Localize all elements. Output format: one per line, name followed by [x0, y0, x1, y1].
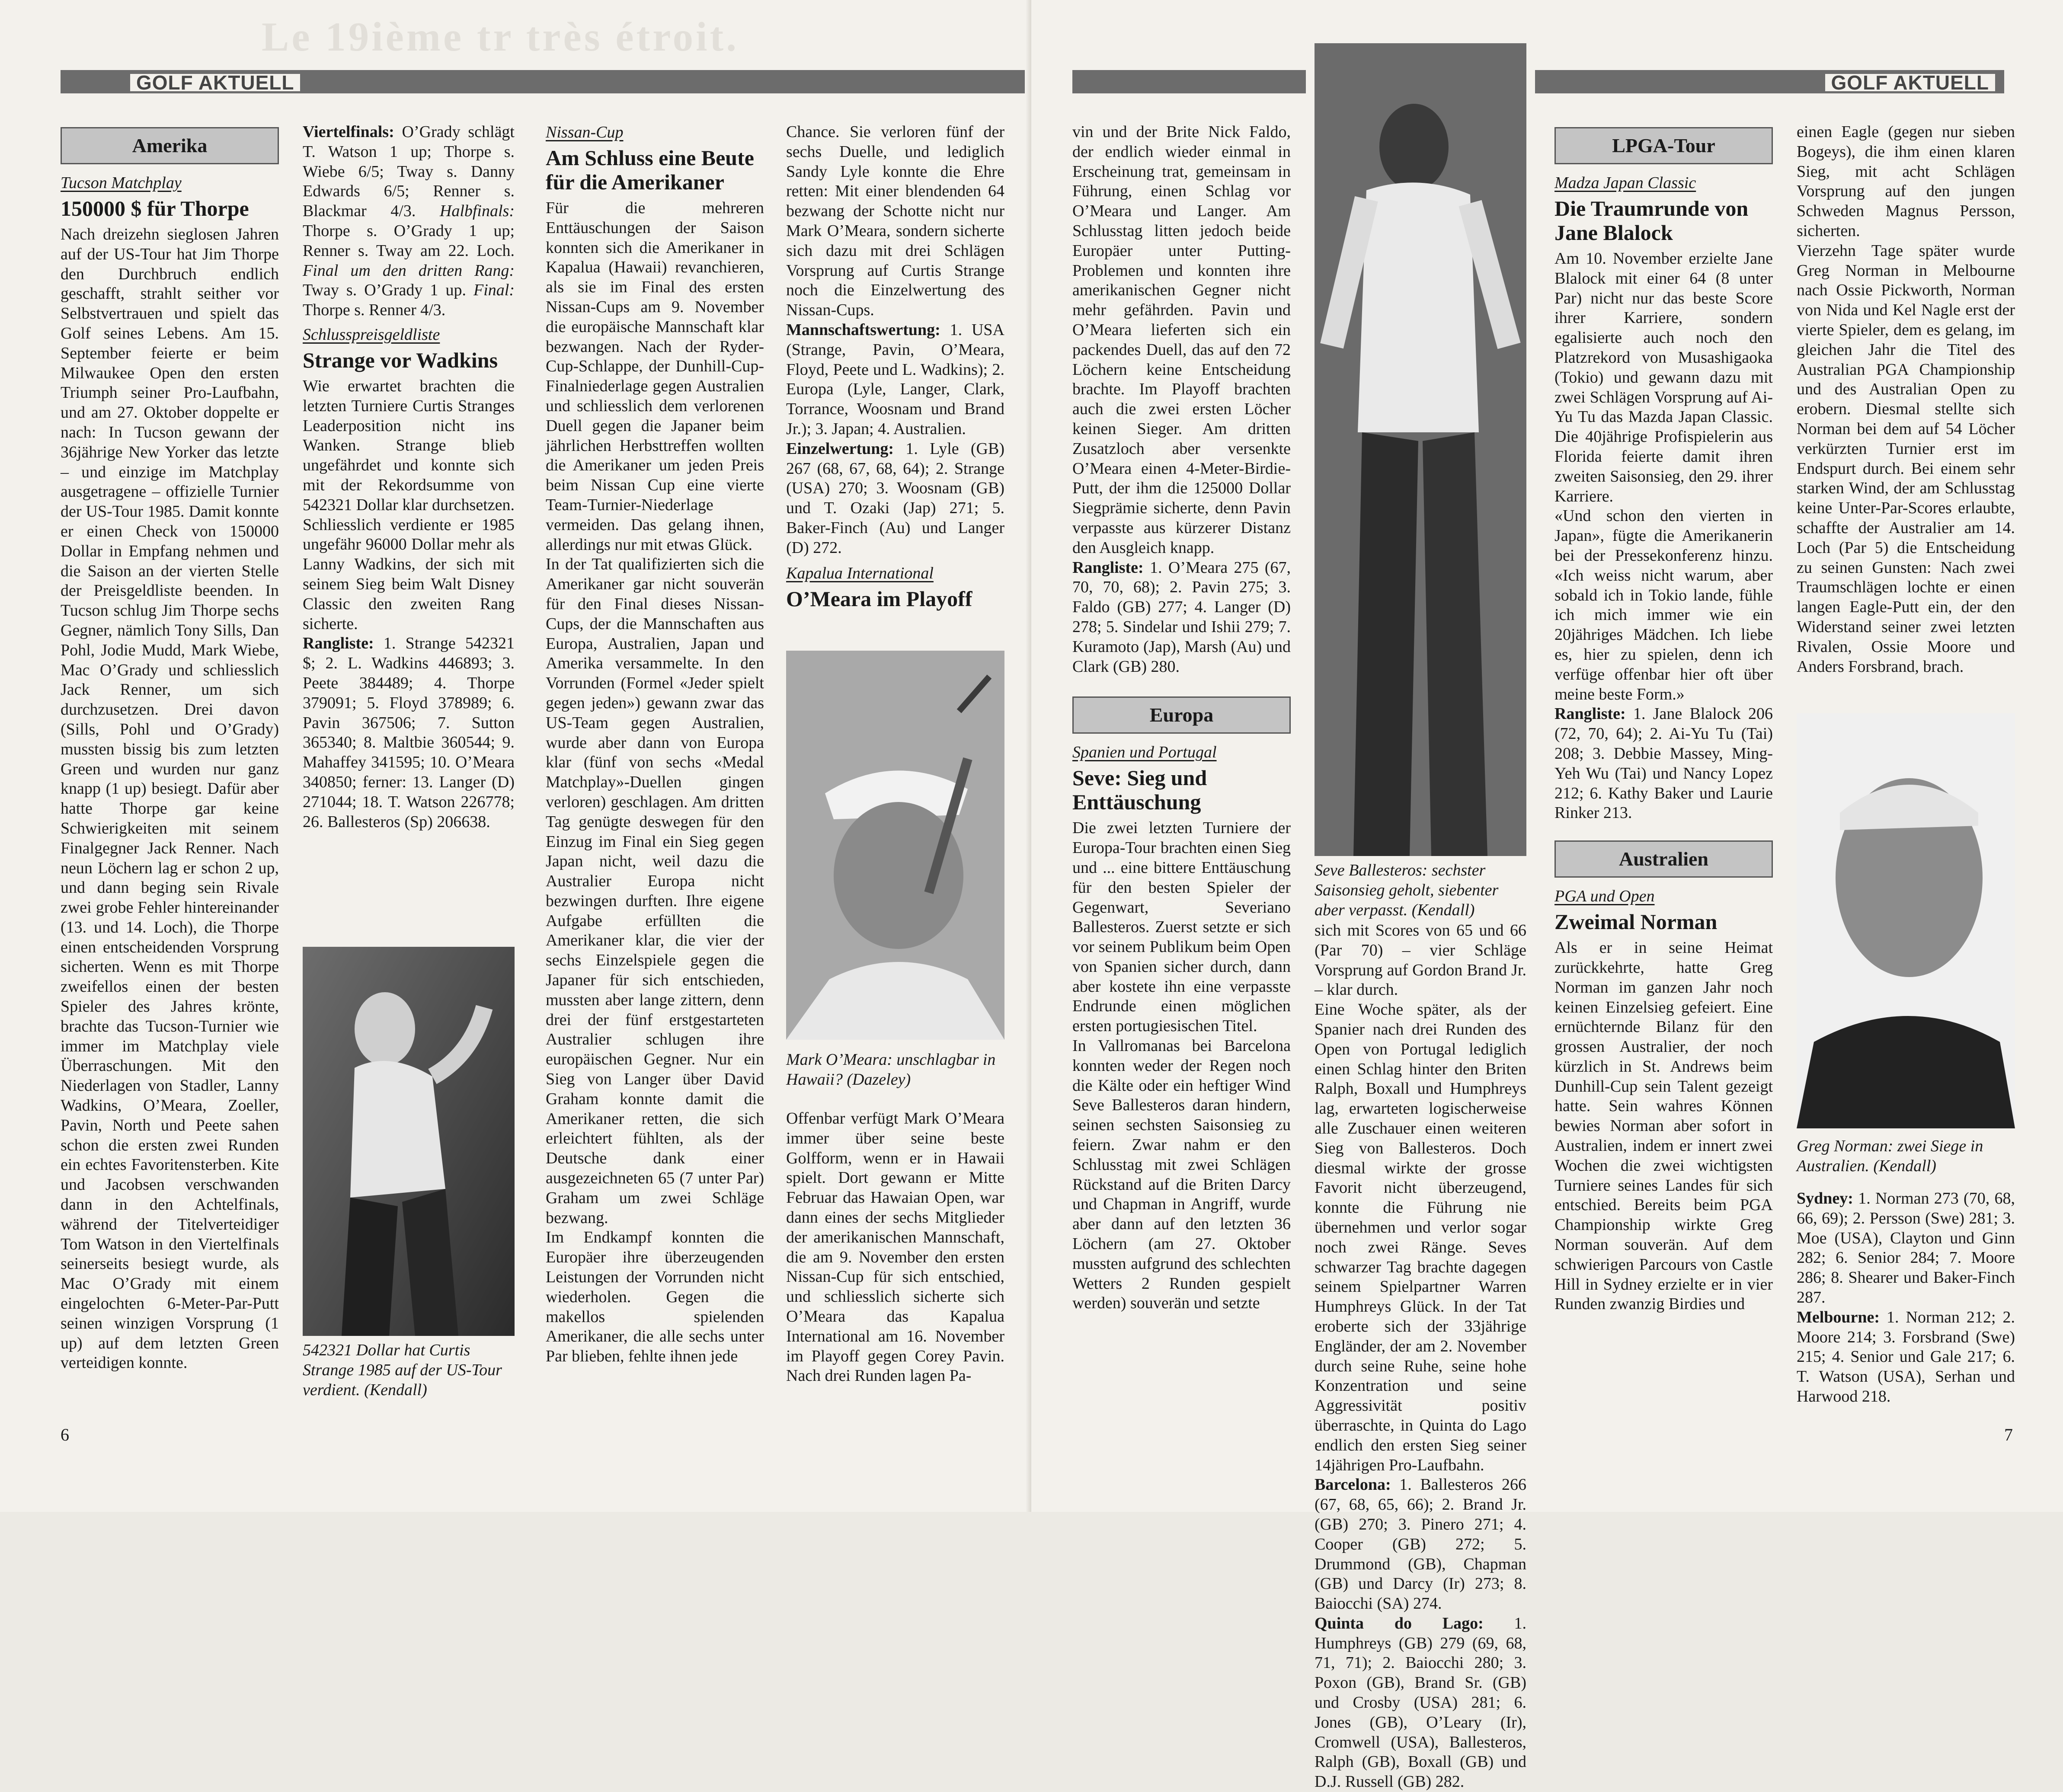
results-quinta: Quinta do Lago: 1. Humphreys (GB) 279 (69, 68, 71, 71); 2. Baiocchi 280; 3. Poxon (GB), Brand Sr. (GB) und Crosby (USA) 281; 6. Jones (GB), O’Leary (Ir), Cromwell (USA), Ballesteros, Ralph (GB), Boxall (GB) und D.J. Russell (GB) 282.	[1315, 1614, 1527, 1791]
section-label-right: GOLF AKTUELL	[1824, 73, 1996, 93]
kicker-nissan: Nissan-Cup	[546, 123, 624, 141]
article-body-norman-1: Als er in seine Heimat zurückkehrte, hatte Greg Norman im ganzen Jahr noch keinen Einzelsieg gefeiert. Eine ernüchternde Bilanz für den grossen Australier, der noch kürzlich in St. Andrews beim Dunhill-Cup sein Talent gezeigt hatte. Sein wahres Können bewies Norman aber sofort in Australien, indem er innert zwei Wochen die zwei wichtigsten Turniere seines Landes für sich entschied. Bereits beim PGA Championship wirkte Greg Norman souverän. Auf dem schwierigen Parcours von Castle Hill in Sydney erzielte er in vier Runden zwanzig Birdies und	[1554, 939, 1773, 1313]
photo-mark-omeara	[786, 651, 1004, 1040]
article-body-seve-1: Die zwei letzten Turniere der Europa-Tour brachten einen Sieg und ... eine bittere Enttäuschung für den besten Spieler der Gegenwart, Severiano Ballesteros. Zuerst setzte er sich vor seinem Publikum beim Open von Spanien sicher durch, dann aber kostete ihn eine verpasste Endrunde einen möglichen ersten portugiesischen Titel.	[1072, 819, 1291, 1035]
article-body-kapalua-cont: vin und der Brite Nick Faldo, der endlich wieder einmal in Erscheinung trat, gemeinsam in Führung, einen Schlag vor O’Meara und Langer. Am Schlusstag litten jedoch beide Europäer unter Putting-Problemen und konnten ihre amerikanischen Gegner nicht mehr gefährden. Pavin und O’Meara lieferten sich ein packendes Duell, das auf den 72 Löchern keine Entscheidung brachte. Im Playoff brachten auch die zwei ersten Löcher keinen Sieger. Am dritten Zusatzloch aber versenkte O’Meara einen 4-Meter-Birdie-Putt, der ihm die 125000 Dollar Siegprämie sicherte, denn Pavin verpasste aus kürzerer Distanz den Ausgleich knapp.	[1072, 123, 1291, 557]
golfer-swing-image	[303, 947, 515, 1336]
caption-norman: Greg Norman: zwei Siege in Australien. (Kendall)	[1797, 1137, 1983, 1175]
headline-seve: Seve: Sieg und Enttäuschung	[1072, 766, 1207, 815]
ranking-kapalua: Rangliste: 1. O’Meara 275 (67, 70, 70, 68); 2. Pavin 275; 3. Faldo (GB) 277; 4. Langer (D) 278; 5. Sindelar und Ishii 279; 7. Kuramoto (Jap), Marsh (Au) und Clark (GB) 280.	[1072, 558, 1291, 676]
article-body-nissan-2: In der Tat qualifizierten sich die Amerikaner gar nicht souverän für den Final dieses Nissan-Cups, der die Mannschaften aus Europa, Australien, Japan und Amerika versammelte. In den Vorrunden (Formel «Jeder spielt gegen jeden») gewann zwar das US-Team gegen Australien, wurde aber dann von Europa klar (fünf von sechs «Medal Matchplay»-Duellen gingen verloren) geschlagen. Am dritten Tag genügte deswegen für den Einzug im Final ein Sieg gegen Japan nicht, weil dazu die Australier Europa nicht bezwingen durften. Ihre eigene Aufgabe erfüllten die Amerikaner klar, die vier der sechs Einzelspiele gegen die Japaner für sich entschieden, mussten aber lange zittern, denn drei der fünf erstgestarteten Australier schlugen ihre europäischen Gegner. Nur ein Sieg von Langer über David Graham konnte damit die Amerikaner retten, die sich erleichtert fühlten, als der Deutsche dank einer ausgezeichneten 65 (7 unter Par) Graham um zwei Schläge bezwang.	[546, 555, 764, 1227]
kicker-pga-open: PGA und Open	[1554, 887, 1655, 906]
column-4	[786, 122, 1004, 615]
caption-strange: 542321 Dollar hat Curtis Strange 1985 auf der US-Tour verdient. (Kendall)	[303, 1341, 502, 1399]
kicker-kapalua: Kapalua International	[786, 564, 934, 582]
headline-nissan: Am Schluss eine Beute für die Amerikaner	[546, 146, 754, 194]
kicker-spanien: Spanien und Portugal	[1072, 743, 1217, 762]
single-ranking: Einzelwertung: 1. Lyle (GB) 267 (68, 67, 68, 64); 2. Strange (USA) 270; 3. Woosnam (GB) und T. Ozaki (Jap) 271; 5. Baker-Finch (Au) und Langer (D) 272.	[786, 439, 1004, 557]
kicker-preisgeld: Schlusspreisgeldliste	[303, 325, 440, 344]
column-4-lower	[786, 1109, 1004, 1386]
region-header-australien: Australien	[1554, 840, 1773, 878]
ranking-lpga: Rangliste: 1. Jane Blalock 206 (72, 70, 64); 2. Ai-Yu Tu (Tai) 208; 3. Debbie Massey, Ming-Yeh Wu (Tai) und Nancy Lopez 212; 6. Kathy Baker und Laurie Rinker 213.	[1554, 705, 1773, 822]
article-body-norman-3: Vierzehn Tage später wurde Greg Norman in Melbourne nach Ossie Pickworth, Norman von Nida und Kel Nagle erst der vierte Spieler, dem es gelang, im gleichen Jahr die Titel des Australian PGA Championship und des Australian Open zu erobern. Diesmal stellte sich Norman bei dem auf 54 Löcher verkürzten Turnier erst im Endspurt durch. Bei einem sehr starken Wind, der am Schlusstag keine Unter-Par-Scores erlaubte, schaffte der Australier am 14. Loch (Par 5) die Entscheidung zu seinen Gunsten: Nach zwei Traumschlägen lochte er einen langen Eagle-Putt ein, der den Widerstand seiner zwei letzten Rivalen, Ossie Moore und Anders Forsbrand, brach.	[1797, 241, 2015, 676]
article-body-omeara: Offenbar verfügt Mark O’Meara immer über seine beste Golfform, wenn er in Hawaii spielt. Dort gewann er Mitte Februar das Hawaian Open, war dann eines der sechs Mitglieder der amerikanischen Mannschaft, die am 9. November den ersten Nissan-Cup für sich entschied, und schliesslich sicherte sich O’Meara das Kapalua International am 16. November im Playoff gegen Corey Pavin. Nach drei Runden lagen Pa-	[786, 1109, 1004, 1385]
results-barcelona: Barcelona: 1. Ballesteros 266 (67, 68, 65, 66); 2. Brand Jr. (GB) 270; 3. Pinero 271; 4. Cooper (GB) 272; 5. Drummond (GB), Chapman (GB) und Darcy (Ir) 273; 8. Baiocchi (SA) 274.	[1315, 1476, 1526, 1613]
headline-omeara: O’Meara im Playoff	[786, 586, 972, 611]
photo-seve-ballesteros	[1315, 43, 1526, 856]
caption-omeara: Mark O’Meara: unschlagbar in Hawaii? (Dazeley)	[786, 1051, 996, 1089]
column-2	[303, 122, 515, 935]
caption-seve: Seve Ballesteros: sechster Saisonsieg geholt, siebenter aber verpasst. (Kendall)	[1315, 861, 1499, 919]
photo-curtis-strange	[303, 947, 515, 1336]
left-page	[0, 0, 1031, 1512]
golfer-headshot-image	[1797, 713, 2015, 1128]
article-body-thorpe: Nach dreizehn sieglosen Jahren auf der US-Tour hat Jim Thorpe den Durchbruch endlich geschafft, strahlt seither vor Selbstvertrauen und spielt das Golf seines Lebens. Am 15. September feierte er beim Milwaukee Open den ersten Triumph seiner Pro-Laufbahn, und am 27. Oktober doppelte er nach: In Tucson gewann der 36jährige New Yorker das letzte – und einzige im Matchplay ausgetragene – offizielle Turnier der US-Tour 1985. Damit konnte er einen Check von 150000 Dollar in Empfang nehmen und die Saison an der vierten Stelle der Preisgeldliste beenden. In Tucson schlug Jim Thorpe sechs Gegner, nämlich Tony Sills, Dan Pohl, Jodie Mudd, Mark Wiebe, Mac O’Grady und schliesslich Jack Renner, um sich durchzusetzen. Drei davon (Sills, Pohl und O’Grady) mussten bissig bis zum letzten Green und wurden nur ganz knapp (1 up) besiegt. Dafür aber hatte Thorpe gar keine Schwierigkeiten mit seinem Finalgegner Jack Renner. Nach neun Löchern lag er schon 2 up, und dann beging sein Rivale zwei grobe Fehler hintereinander (13. und 14. Loch), die Thorpe einen entscheidenden Vorsprung sicherten. Wenn es mit Thorpe zweifellos einen der besten Spieler des Jahres krönte, brachte das Tucson-Turnier wie immer im Matchplay viele Überraschungen. Mit den Niederlagen von Stadler, Lanny Wadkins, O’Meara, Zoeller, Pavin, North und Peete sahen schon die ersten zwei Runden ein echtes Favoritensterben. Kite und Jacobsen verschwanden dann in den Achtelfinals, während der Titelverteidiger Tom Watson in den Viertelfinals seinerseits besiegt wurde, als Mac O’Grady mit einem eingelochten 6-Meter-Par-Putt seinen winzigen Vorsprung (1 up) auf dem letzten Green verteidigen konnte.	[61, 225, 279, 1372]
page-number-left: 6	[61, 1425, 69, 1444]
article-body-blalock-2: «Und schon den vierten in Japan», fügte die Amerikanerin bei der Pressekonferenz hinzu. «Ich weiss nicht warum, aber sobald ich in Tokio lande, fühle ich mich immer wie ein 20jähriges Mädchen. Ich liebe es, hier zu spielen, denn ich verfüge offenbar hier oft über meine beste Form.»	[1554, 507, 1773, 703]
headline-blalock: Die Traumrunde von Jane Blalock	[1554, 196, 1749, 245]
results-melbourne: Melbourne: 1. Norman 212; 2. Moore 214; 3. Forsbrand (Swe) 215; 4. Senior und Gale 217; 6. T. Watson (USA), Serhan und Harwood 218.	[1797, 1308, 2015, 1405]
section-bar-right	[1535, 70, 2004, 93]
region-header-europa: Europa	[1072, 696, 1291, 734]
column-3	[546, 122, 764, 1367]
section-bar-left	[61, 70, 1025, 93]
headline-thorpe: 150000 $ für Thorpe	[61, 196, 249, 220]
team-ranking: Mannschaftswertung: 1. USA (Strange, Pavin, O’Meara, Floyd, Peete und L. Wadkins); 2. Europa (Lyle, Langer, Clark, Torrance, Woosnam und Brand Jr.); 3. Japan; 4. Australien.	[786, 320, 1004, 438]
section-bar-right-short	[1072, 70, 1306, 93]
article-body-seve-3: sich mit Scores von 65 und 66 (Par 70) – vier Schläge Vorsprung auf Gordon Brand Jr. – klar durch.	[1315, 921, 1526, 999]
golfer-standing-image	[1315, 43, 1526, 856]
kicker-madza: Madza Japan Classic	[1554, 174, 1696, 192]
headline-strange: Strange vor Wadkins	[303, 348, 498, 372]
region-header-amerika: Amerika	[61, 127, 279, 164]
headline-norman: Zweimal Norman	[1554, 910, 1718, 934]
column-7	[1554, 125, 1773, 1314]
article-body-norman-2: einen Eagle (gegen nur sieben Bogeys), die ihm einen klaren Sieg, mit acht Schlägen Vorsprung auf den jungen Schweden Magnus Persson, sicherten.	[1797, 123, 2015, 240]
ranking-money: Rangliste: 1. Strange 542321 $; 2. L. Wadkins 446893; 3. Peete 384489; 4. Thorpe 379091; 5. Floyd 378989; 6. Pavin 367506; 7. Sutton 365340; 8. Maltbie 360544; 9. Mahaffey 341595; 10. O’Meara 340850; ferner: 13. Langer (D) 271044; 18. T. Watson 226778; 26. Ballesteros (Sp) 206638.	[303, 634, 515, 831]
results-sydney: Sydney: 1. Norman 273 (70, 68, 66, 69); 2. Persson (Swe) 281; 3. Moe (USA), Clayton und Ginn 282; 6. Senior 284; 7. Moore 286; 8. Shearer und Baker-Finch 287.	[1797, 1189, 2015, 1306]
ghost-title: Le 19ième tr très étroit.	[262, 14, 739, 60]
section-label-left: GOLF AKTUELL	[129, 73, 301, 93]
golfer-portrait-image	[786, 651, 1004, 1040]
page-number-right: 7	[2004, 1425, 2013, 1444]
column-6	[1315, 921, 1526, 1792]
article-body-nissan-3: Im Endkampf konnten die Europäer ihre überzeugenden Leistungen der Vorrunden nicht wiederholen. Gegen die makellos spielenden Amerikaner, die alle sechs unter Par blieben, fehlte ihnen jede	[546, 1228, 764, 1366]
article-body-seve-4: Eine Woche später, als der Spanier nach drei Runden des Open von Portugal lediglich einen Schlag hinter den Briten Ralph, Boxall und Humphreys lag, erwarteten logischerweise alle Zuschauer einen weiteren Sieg von Ballesteros. Doch diesmal wirkte der grosse Favorit nicht überzeugend, konnte die Führung nie übernehmen und verlor sogar noch zwei Ränge. Seves schwarzer Tag brachte dagegen seinem Spielpartner Warren Humphreys Glück. In der Tat eroberte sich der 33jährige Engländer, der am 2. November durch seine Ruhe, seine hohe Konzentration und seine Aggressivität positiv überraschte, in Quinta do Lago endlich den ersten Sieg seiner 14jährigen Pro-Laufbahn.	[1315, 1000, 1526, 1474]
article-body-nissan-1: Für die mehreren Enttäuschungen der Saison konnten sich die Amerikaner in Kapalua (Hawaii) revanchieren, als sie im Final des ersten Nissan-Cups am 9. November die europäische Mannschaft klar bezwangen. Nach der Ryder-Cup-Schlappe, der Dunhill-Cup-Finalniederlage gegen Australien und schliesslich dem verlorenen Duell gegen die Japaner beim jährlichen Herbsttreffen wollten die Amerikaner um jeden Preis beim Nissan Cup eine vierte Team-Turnier-Niederlage vermeiden. Das gelang ihnen, allerdings nur mit etwas Glück.	[546, 199, 764, 554]
column-1	[61, 125, 279, 1373]
article-body-nissan-4: Chance. Sie verloren fünf der sechs Duelle, und lediglich Sandy Lyle konnte die Ehre retten: Mit einer blendenden 64 bezwang der Schotte nicht nur Mark O’Meara, sondern sicherte sich dazu mit drei Schlägen Vorsprung auf Curtis Strange noch die Einzelwertung des Nissan-Cups.	[786, 123, 1004, 319]
kicker-tucson: Tucson Matchplay	[61, 174, 182, 192]
article-body-blalock-1: Am 10. November erzielte Jane Blalock mit einer 64 (8 unter Par) nicht nur das beste Score ihrer Karriere, sondern egalisierte auch noch den Platzrekord von Musashigaoka (Tokio) und gewann dazu mit zwei Schlägen Vorsprung auf Ai-Yu Tu das Mazda Japan Classic. Die 40jährige Profispielerin aus Florida feierte damit ihren zweiten Saisonsieg, den 29. ihrer Karriere.	[1554, 249, 1773, 505]
article-body-seve-2: In Vallromanas bei Barcelona konnten weder der Regen noch die Kälte oder ein heftiger Wind Seve Ballesteros daran hindern, seinen sechsten Saisonsieg zu feiern. Zwar nahm er den Schlusstag mit zwei Schlägen Rückstand auf die Briten Darcy und Chapman in Angriff, wurde aber dann auf den letzten 36 Löchern (am 27. Oktober mussten aufgrund des schlechten Wetters 2 Runden gespielt werden) souverän und setzte	[1072, 1037, 1291, 1313]
region-header-lpga: LPGA-Tour	[1554, 127, 1773, 164]
column-5	[1072, 122, 1291, 1313]
column-8	[1797, 122, 2015, 677]
column-8-lower	[1797, 1189, 2015, 1407]
photo-greg-norman	[1797, 713, 2015, 1128]
article-body-strange: Wie erwartet brachten die letzten Turniere Curtis Stranges Leaderposition nicht ins Wanken. Strange blieb ungefährdet und konnte sich mit der Rekordsumme von 542321 Dollar klar durchsetzen. Schliesslich verdiente er 1985 ungefähr 96000 Dollar mehr als Lanny Wadkins, der sich mit seinem Sieg beim Walt Disney Classic den zweiten Rang sicherte.	[303, 377, 515, 633]
results-tucson: Viertelfinals: O’Grady schlägt T. Watson 1 up; Thorpe s. Wiebe 6/5; Tway s. Danny Edwards 6/5; Renner s. Blackmar 4/3. Halbfinals: Thorpe s. O’Grady 1 up; Renner s. Tway am 22. Loch. Final um den dritten Rang: Tway s. O’Grady 1 up. Final: Thorpe s. Renner 4/3.	[303, 123, 515, 319]
